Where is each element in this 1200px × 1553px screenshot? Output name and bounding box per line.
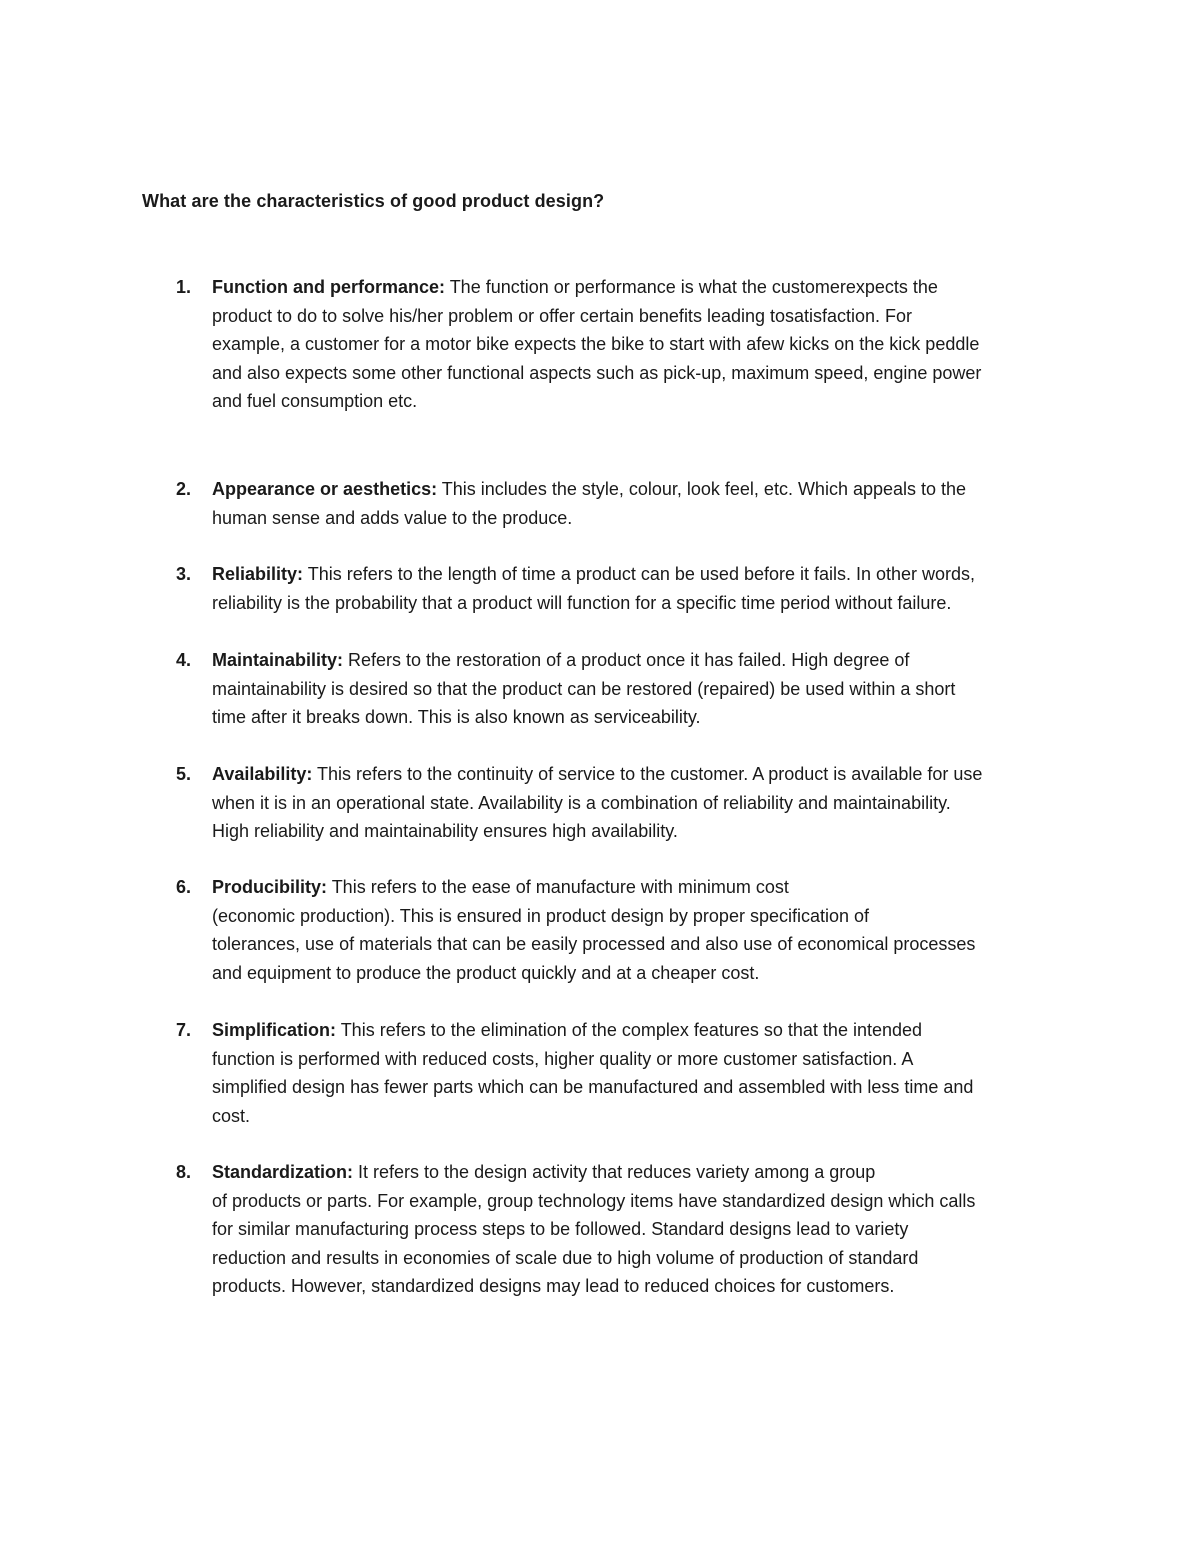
list-item-line: cost. — [212, 1105, 251, 1126]
list-item-term: Appearance or aesthetics: — [212, 479, 438, 499]
list-item-line: Standardization: It refers to the design activity that reduces variety among a group — [212, 1162, 876, 1182]
list-item-number: 5. — [176, 764, 192, 784]
list-item-term: Reliability: — [212, 564, 304, 584]
list-item-line: tolerances, use of materials that can be easily processed and also use of economical processes — [212, 934, 976, 955]
list-item-number: 7. — [176, 1020, 192, 1040]
list-item-line: example, a customer for a motor bike expects the bike to start with afew kicks on the kick peddle — [212, 334, 980, 355]
list-item-text — [212, 273, 1080, 416]
list-item-number: 8. — [176, 1162, 192, 1182]
list-item-number: 4. — [176, 650, 192, 670]
list-item-line: Availability: This refers to the continuity of service to the customer. A product is available for use — [212, 764, 983, 784]
list-item-term: Producibility: — [212, 877, 328, 897]
list-item-line: product to do to solve his/her problem or offer certain benefits leading tosatisfaction. For — [212, 305, 913, 326]
list-item-line: Appearance or aesthetics: This includes the style, colour, look feel, etc. Which appeals to the — [212, 479, 967, 499]
list-item-text — [212, 1016, 1080, 1130]
list-item-line: when it is in an operational state. Availability is a combination of reliability and maintainability. — [212, 792, 951, 813]
list-item-line: maintainability is desired so that the product can be restored (repaired) be used within a short — [212, 678, 956, 699]
list-item-line: products. However, standardized designs may lead to reduced choices for customers. — [212, 1276, 895, 1297]
list-item-line: human sense and adds value to the produce. — [212, 507, 573, 528]
list-item-number: 1. — [176, 277, 192, 297]
list-item-term: Availability: — [212, 764, 313, 784]
list-item-number: 3. — [176, 564, 192, 584]
list-item-line: High reliability and maintainability ensures high availability. — [212, 821, 678, 842]
list-item-line: reduction and results in economies of scale due to high volume of production of standard — [212, 1247, 919, 1268]
list-item-line: Reliability: This refers to the length of time a product can be used before it fails. In other words, — [212, 564, 976, 584]
list-item-text — [212, 646, 1080, 732]
list-item-text — [212, 475, 1080, 532]
list-item-number: 6. — [176, 877, 192, 897]
list-item-term: Maintainability: — [212, 650, 344, 670]
list-item-text — [212, 873, 1080, 987]
list-item-number: 2. — [176, 479, 192, 499]
list-item-line: and equipment to produce the product quickly and at a cheaper cost. — [212, 962, 760, 983]
list-item-text — [212, 1158, 1080, 1301]
list-item-line: of products or parts. For example, group technology items have standardized design which calls — [212, 1190, 976, 1211]
list-item-line: function is performed with reduced costs, higher quality or more customer satisfaction. A — [212, 1048, 914, 1069]
list-item-line: simplified design has fewer parts which can be manufactured and assembled with less time and — [212, 1077, 974, 1098]
list-item-line: Producibility: This refers to the ease of manufacture with minimum cost — [212, 877, 789, 897]
list-item-text — [212, 760, 1080, 846]
list-item-term: Simplification: — [212, 1020, 337, 1040]
list-item-line: Simplification: This refers to the elimination of the complex features so that the intended — [212, 1020, 923, 1040]
list-item-term: Standardization: — [212, 1162, 354, 1182]
list-item-line: Function and performance: The function or performance is what the customerexpects the — [212, 277, 938, 297]
list-item-term: Function and performance: — [212, 277, 446, 297]
list-item-line: Maintainability: Refers to the restoration of a product once it has failed. High degree of — [212, 650, 910, 670]
list-item-line: reliability is the probability that a product will function for a specific time period without failure. — [212, 592, 952, 613]
list-item-line: (economic production). This is ensured in product design by proper specification of — [212, 905, 870, 926]
list-item-line: and fuel consumption etc. — [212, 391, 418, 412]
list-item-line: time after it breaks down. This is also known as serviceability. — [212, 707, 701, 728]
list-item-text — [212, 560, 1080, 617]
list-item-line: and also expects some other functional aspects such as pick-up, maximum speed, engine power — [212, 362, 982, 383]
list-item-line: for similar manufacturing process steps to be followed. Standard designs lead to variety — [212, 1219, 909, 1240]
document-title: What are the characteristics of good product design? — [142, 191, 605, 211]
